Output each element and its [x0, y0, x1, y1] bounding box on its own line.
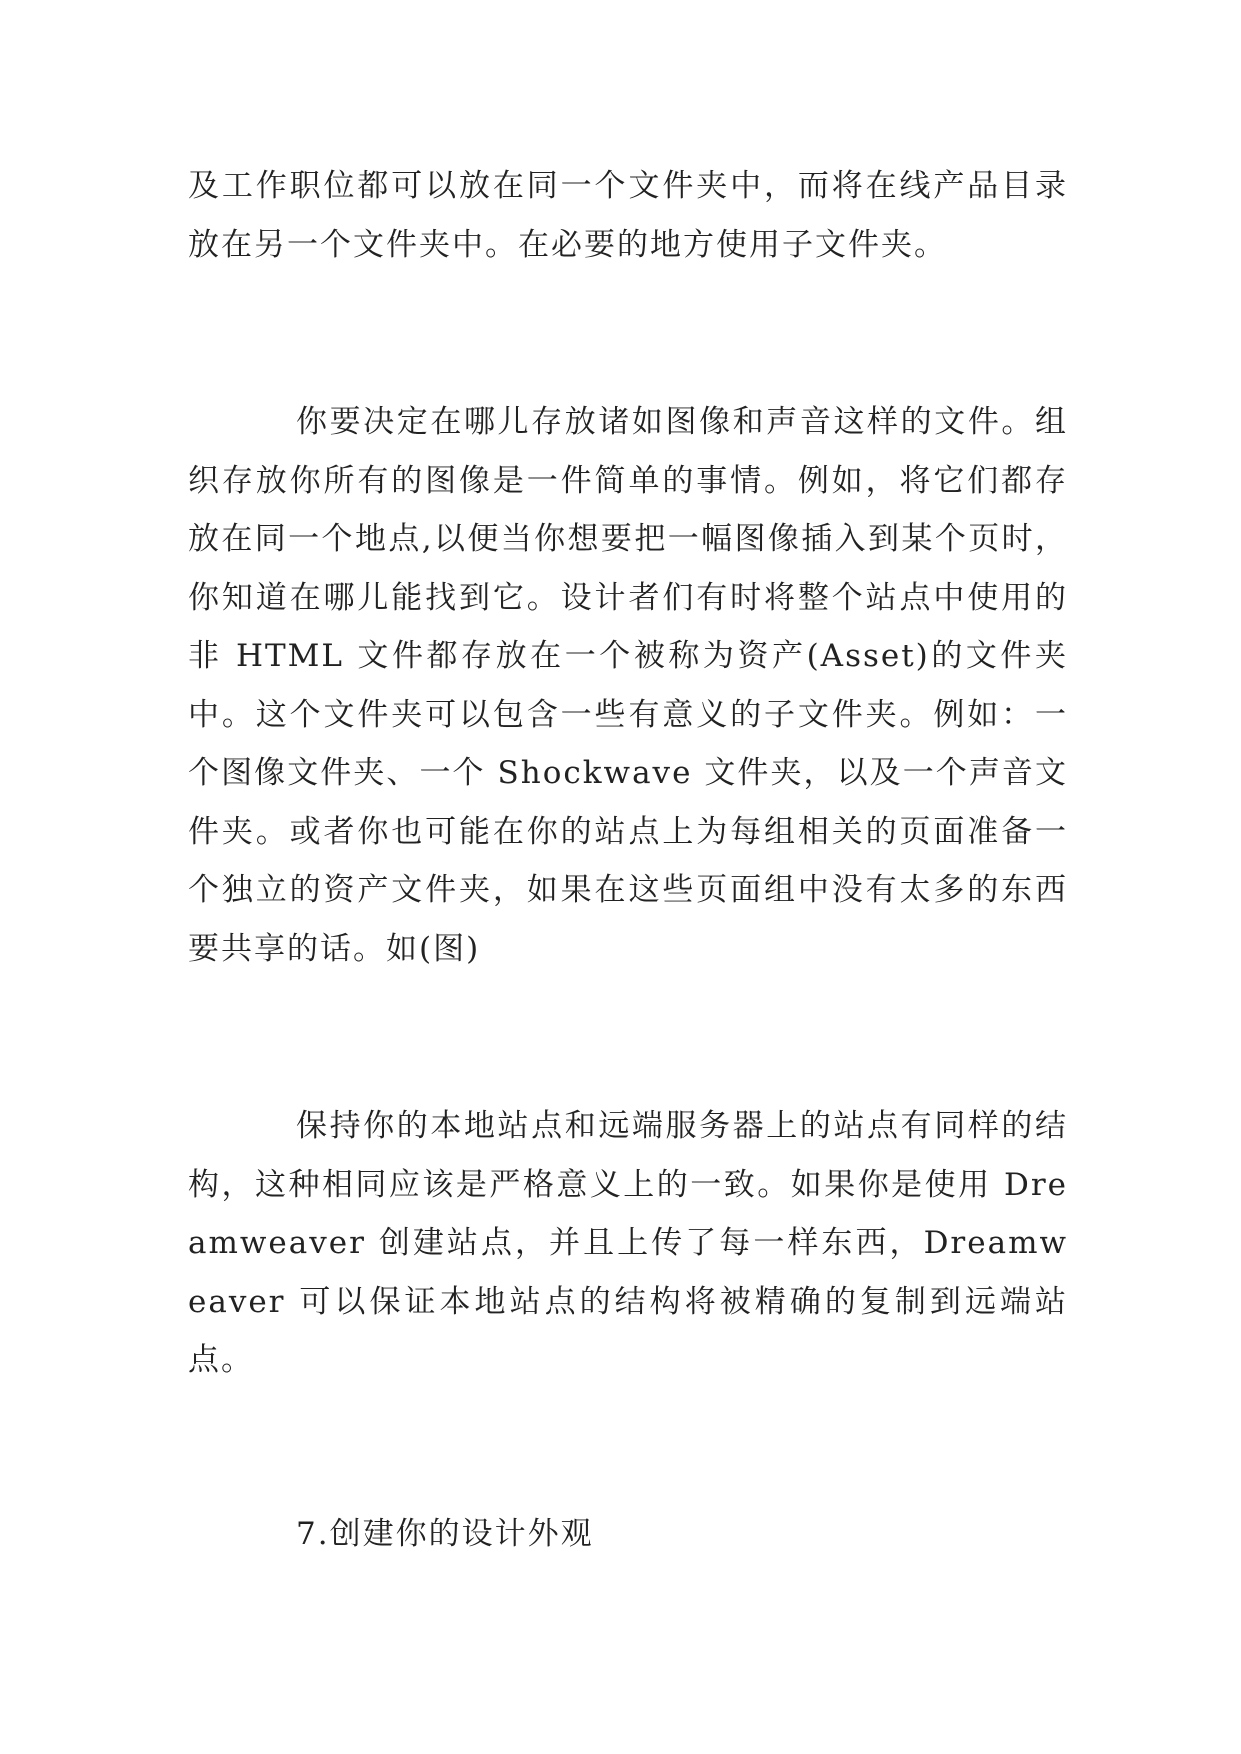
paragraph-continuation: 及工作职位都可以放在同一个文件夹中，而将在线产品目录放在另一个文件夹中。在必要的地方使用子文件夹。 — [188, 168, 1068, 263]
section-heading: 7.创建你的设计外观 — [296, 1516, 594, 1552]
paragraph-site-structure: 保持你的本地站点和远端服务器上的站点有同样的结构，这种相同应该是严格意义上的一致。如果你是使用 Dreamweaver 创建站点，并且上传了每一样东西，Dreamweaver 可以保证本地站点的结构将被精确的复制到远端站点。 — [188, 1108, 1068, 1378]
paragraph-asset-files: 你要决定在哪儿存放诸如图像和声音这样的文件。组织存放你所有的图像是一件简单的事情。例如，将它们都存放在同一个地点,以便当你想要把一幅图像插入到某个页时，你知道在哪儿能找到它。设计者们有时将整个站点中使用的非 HTML 文件都存放在一个被称为资产(Asset)的文件夹中。这个文件夹可以包含一些有意义的子文件夹。例如：一个图像文件夹、一个 Shockwave 文件夹，以及一个声音文件夹。或者你也可能在你的站点上为每组相关的页面准备一个独立的资产文件夹，如果在这些页面组中没有太多的东西要共享的话。如(图) — [188, 404, 1068, 967]
